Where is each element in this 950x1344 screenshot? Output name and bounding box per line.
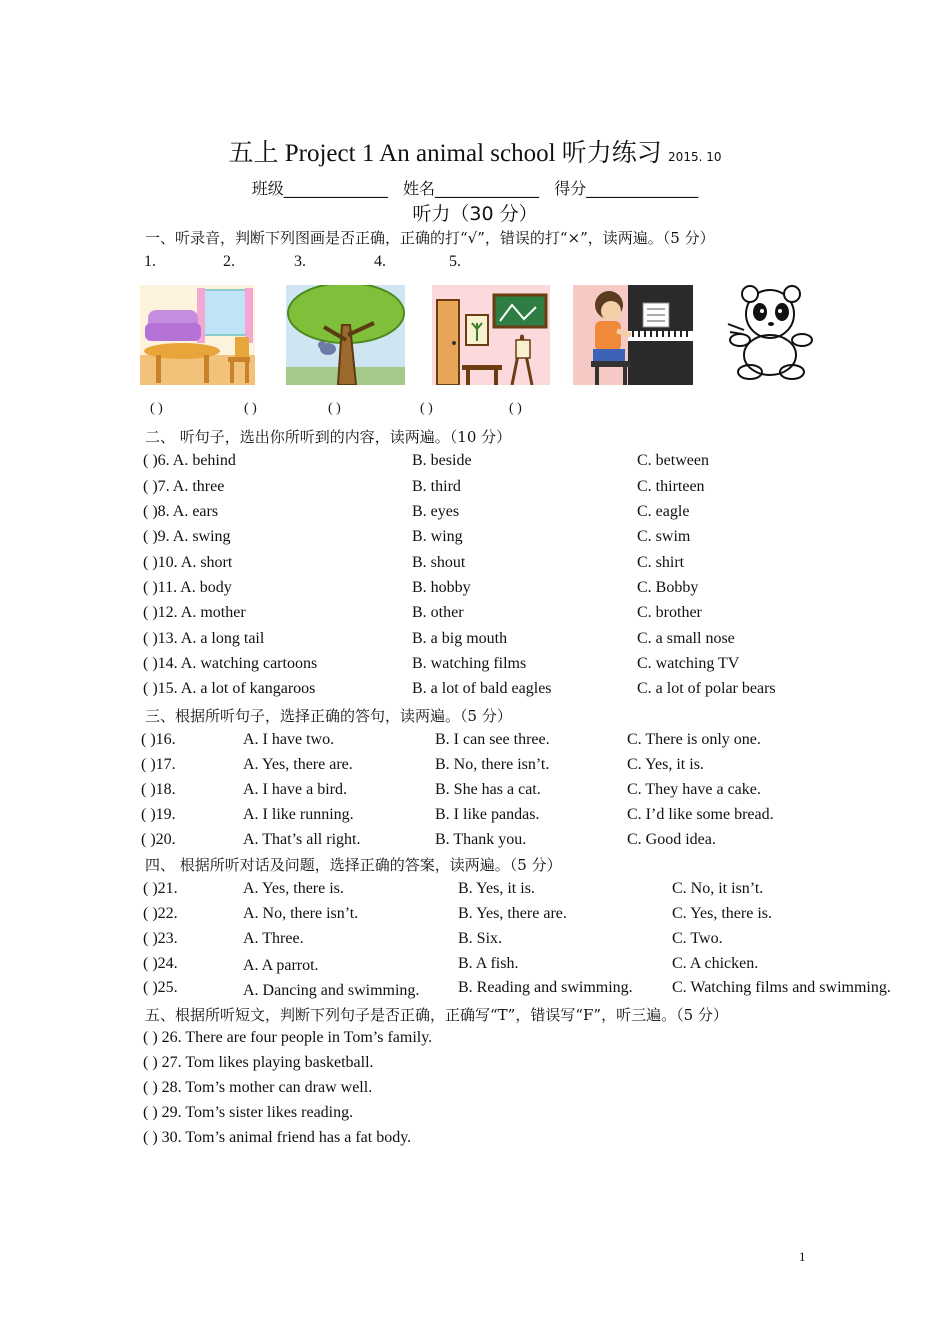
section3-instruction: 三、根据所听句子，选择正确的答句，读两遍。（5 分） xyxy=(145,707,512,725)
question-12: ( )12. A. mother xyxy=(143,604,246,621)
option-15b: B. a lot of bald eagles xyxy=(412,680,552,697)
picture-number-4: 4. xyxy=(374,253,386,270)
option-10b: B. shout xyxy=(412,554,466,571)
option-14c: C. watching TV xyxy=(637,655,740,672)
classroom-picture xyxy=(432,285,550,385)
option-18c: C. They have a cake. xyxy=(627,781,761,798)
section1-instruction: 一、听录音，判断下列图画是否正确，正确的打“√”，错误的打“×”，读两遍。（5 分） xyxy=(145,229,715,247)
option-22b: B. Yes, there are. xyxy=(458,905,567,922)
option-23c: C. Two. xyxy=(672,930,723,947)
student-info-line xyxy=(0,176,950,199)
option-20a: A. That’s all right. xyxy=(243,831,361,848)
option-21c: C. No, it isn’t. xyxy=(672,880,764,897)
option-10c: C. shirt xyxy=(637,554,685,571)
option-7c: C. thirteen xyxy=(637,478,705,495)
question-13: ( )13. A. a long tail xyxy=(143,630,265,647)
page-title xyxy=(0,133,950,169)
option-11c: C. Bobby xyxy=(637,579,699,596)
option-6b: B. beside xyxy=(412,452,472,469)
question-19: ( )19. xyxy=(141,806,176,823)
option-8c: C. eagle xyxy=(637,503,690,520)
question-16: ( )16. xyxy=(141,731,176,748)
name-field: 姓名_____________ xyxy=(402,179,539,198)
option-21b: B. Yes, it is. xyxy=(458,880,535,897)
question-6: ( )6. A. behind xyxy=(143,452,236,469)
title-date: 2015. 10 xyxy=(668,150,722,164)
option-21a: A. Yes, there is. xyxy=(243,880,344,897)
question-22: ( )22. xyxy=(143,905,178,922)
statement-26: ( ) 26. There are four people in Tom’s family. xyxy=(143,1029,433,1046)
section-heading: 听力（30 分） xyxy=(412,203,538,225)
option-13b: B. a big mouth xyxy=(412,630,508,647)
option-20c: C. Good idea. xyxy=(627,831,716,848)
option-8b: B. eyes xyxy=(412,503,460,520)
option-7b: B. third xyxy=(412,478,461,495)
question-17: ( )17. xyxy=(141,756,176,773)
option-17c: C. Yes, it is. xyxy=(627,756,704,773)
option-19c: C. I’d like some bread. xyxy=(627,806,774,823)
option-19b: B. I like pandas. xyxy=(435,806,540,823)
statement-29: ( ) 29. Tom’s sister likes reading. xyxy=(143,1104,354,1121)
option-12c: C. brother xyxy=(637,604,702,621)
tree-bird-picture xyxy=(286,285,405,385)
section4-instruction: 四、 根据所听对话及问题，选择正确的答案，读两遍。（5 分） xyxy=(145,856,562,874)
picture-number-3: 3. xyxy=(294,253,306,270)
statement-27: ( ) 27. Tom likes playing basketball. xyxy=(143,1054,374,1071)
question-15: ( )15. A. a lot of kangaroos xyxy=(143,680,316,697)
option-15c: C. a lot of polar bears xyxy=(637,680,776,697)
option-17b: B. No, there isn’t. xyxy=(435,756,550,773)
option-24b: B. A fish. xyxy=(458,955,519,972)
question-24: ( )24. xyxy=(143,955,178,972)
option-13c: C. a small nose xyxy=(637,630,735,647)
question-8: ( )8. A. ears xyxy=(143,503,219,520)
panda-picture xyxy=(722,280,818,380)
score-field: 得分______________ xyxy=(554,179,699,198)
option-18a: A. I have a bird. xyxy=(243,781,347,798)
option-25b: B. Reading and swimming. xyxy=(458,979,633,996)
question-7: ( )7. A. three xyxy=(143,478,225,495)
class-field: 班级_____________ xyxy=(251,179,388,198)
question-23: ( )23. xyxy=(143,930,178,947)
option-24c: C. A chicken. xyxy=(672,955,759,972)
answer-blank-3[interactable]: ( ) xyxy=(328,401,341,416)
statement-30: ( ) 30. Tom’s animal friend has a fat body. xyxy=(143,1129,412,1146)
section5-instruction: 五、根据所听短文，判断下列句子是否正确，正确写“T”，错误写“F”，听三遍。（5 分） xyxy=(145,1006,728,1024)
option-23a: A. Three. xyxy=(243,930,304,947)
option-14b: B. watching films xyxy=(412,655,527,672)
picture-number-1: 1. xyxy=(144,253,156,270)
option-6c: C. between xyxy=(637,452,709,469)
answer-blank-2[interactable]: ( ) xyxy=(244,401,257,416)
option-19a: A. I like running. xyxy=(243,806,354,823)
option-9c: C. swim xyxy=(637,528,691,545)
question-9: ( )9. A. swing xyxy=(143,528,231,545)
option-11b: B. hobby xyxy=(412,579,471,596)
option-23b: B. Six. xyxy=(458,930,503,947)
section2-instruction: 二、 听句子，选出你所听到的内容，读两遍。（10 分） xyxy=(145,428,512,446)
statement-28: ( ) 28. Tom’s mother can draw well. xyxy=(143,1079,373,1096)
answer-blank-1[interactable]: ( ) xyxy=(150,401,163,416)
option-24a: A. A parrot. xyxy=(243,957,319,974)
question-20: ( )20. xyxy=(141,831,176,848)
page-number: 1 xyxy=(799,1249,806,1264)
option-22c: C. Yes, there is. xyxy=(672,905,773,922)
option-16b: B. I can see three. xyxy=(435,731,550,748)
question-10: ( )10. A. short xyxy=(143,554,233,571)
option-17a: A. Yes, there are. xyxy=(243,756,353,773)
room-furniture-picture xyxy=(140,285,255,385)
answer-blank-5[interactable]: ( ) xyxy=(509,401,522,416)
option-25c: C. Watching films and swimming. xyxy=(672,979,891,996)
answer-blank-4[interactable]: ( ) xyxy=(420,401,433,416)
option-25a: A. Dancing and swimming. xyxy=(243,982,420,999)
option-16a: A. I have two. xyxy=(243,731,335,748)
picture-number-5: 5. xyxy=(449,253,461,270)
question-14: ( )14. A. watching cartoons xyxy=(143,655,318,672)
option-12b: B. other xyxy=(412,604,464,621)
option-9b: B. wing xyxy=(412,528,463,545)
question-21: ( )21. xyxy=(143,880,178,897)
option-20b: B. Thank you. xyxy=(435,831,527,848)
question-25: ( )25. xyxy=(143,979,178,996)
question-11: ( )11. A. body xyxy=(143,579,232,596)
question-18: ( )18. xyxy=(141,781,176,798)
option-16c: C. There is only one. xyxy=(627,731,761,748)
piano-boy-picture xyxy=(573,285,693,385)
title-text: 五上 Project 1 An animal school 听力练习 xyxy=(228,140,662,167)
option-22a: A. No, there isn’t. xyxy=(243,905,359,922)
option-18b: B. She has a cat. xyxy=(435,781,541,798)
picture-number-2: 2. xyxy=(223,253,235,270)
